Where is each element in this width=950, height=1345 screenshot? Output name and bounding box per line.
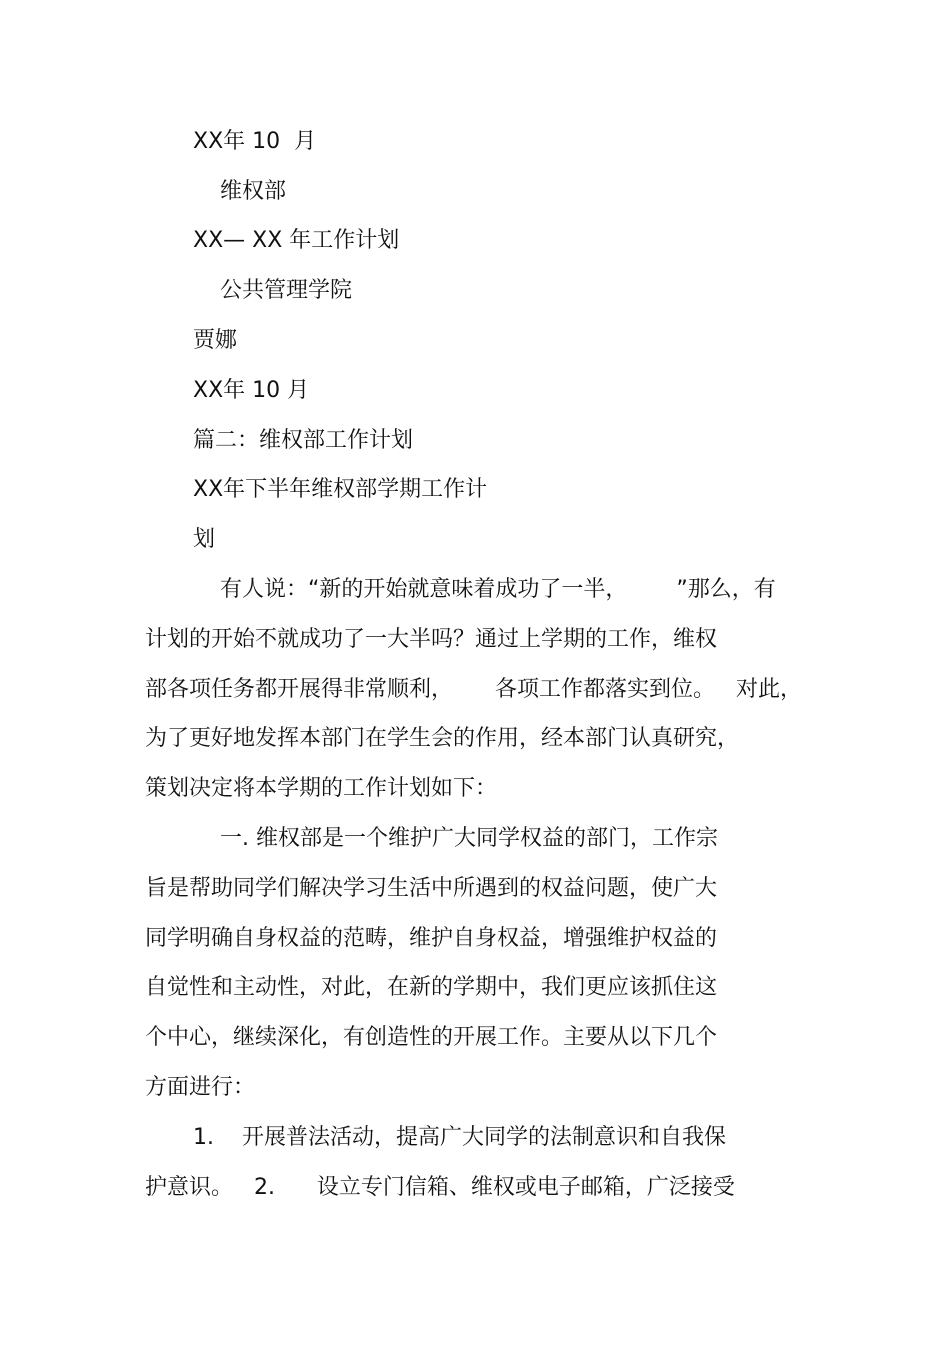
text-line: 1. 开展普法活动，提高广大同学的法制意识和自我保 bbox=[193, 1125, 726, 1150]
text-line: XX— XX 年工作计划 bbox=[193, 228, 400, 253]
text-line: XX年 10 月 bbox=[193, 378, 310, 403]
text-line: 个中心，继续深化，有创造性的开展工作。主要从以下几个 bbox=[145, 1025, 718, 1050]
text-line: 方面进行： bbox=[145, 1075, 256, 1100]
text-line: 策划决定将本学期的工作计划如下： bbox=[145, 776, 498, 801]
text-line: 计划的开始不就成功了一大半吗？通过上学期的工作，维权 bbox=[145, 627, 718, 652]
text-line: 护意识。 2. 设立专门信箱、维权或电子邮箱，广泛接受 bbox=[145, 1175, 735, 1200]
text-line: XX年下半年维权部学期工作计 bbox=[193, 477, 488, 502]
text-line: 旨是帮助同学们解决学习生活中所遇到的权益问题，使广大 bbox=[145, 876, 718, 901]
text-line: 为了更好地发挥本部门在学生会的作用，经本部门认真研究， bbox=[145, 726, 740, 751]
section-heading: 篇二：维权部工作计划 bbox=[193, 428, 414, 453]
text-line: 自觉性和主动性，对此，在新的学期中，我们更应该抓住这 bbox=[145, 975, 718, 1000]
text-line: 维权部 bbox=[220, 179, 287, 204]
text-line: XX年 10 月 bbox=[193, 129, 317, 154]
text-line: 同学明确自身权益的范畴，维护自身权益，增强维护权益的 bbox=[145, 926, 718, 951]
text-line: 一. 维权部是一个维护广大同学权益的部门，工作宗 bbox=[220, 826, 718, 851]
text-line: 划 bbox=[193, 527, 216, 552]
text-line: 有人说：“新的开始就意味着成功了一半， ”那么，有 bbox=[220, 577, 776, 602]
text-line: 贾娜 bbox=[193, 328, 238, 353]
text-line: 部各项任务都开展得非常顺利， 各项工作都落实到位。 对此， bbox=[145, 677, 802, 702]
text-line: 公共管理学院 bbox=[220, 278, 353, 303]
